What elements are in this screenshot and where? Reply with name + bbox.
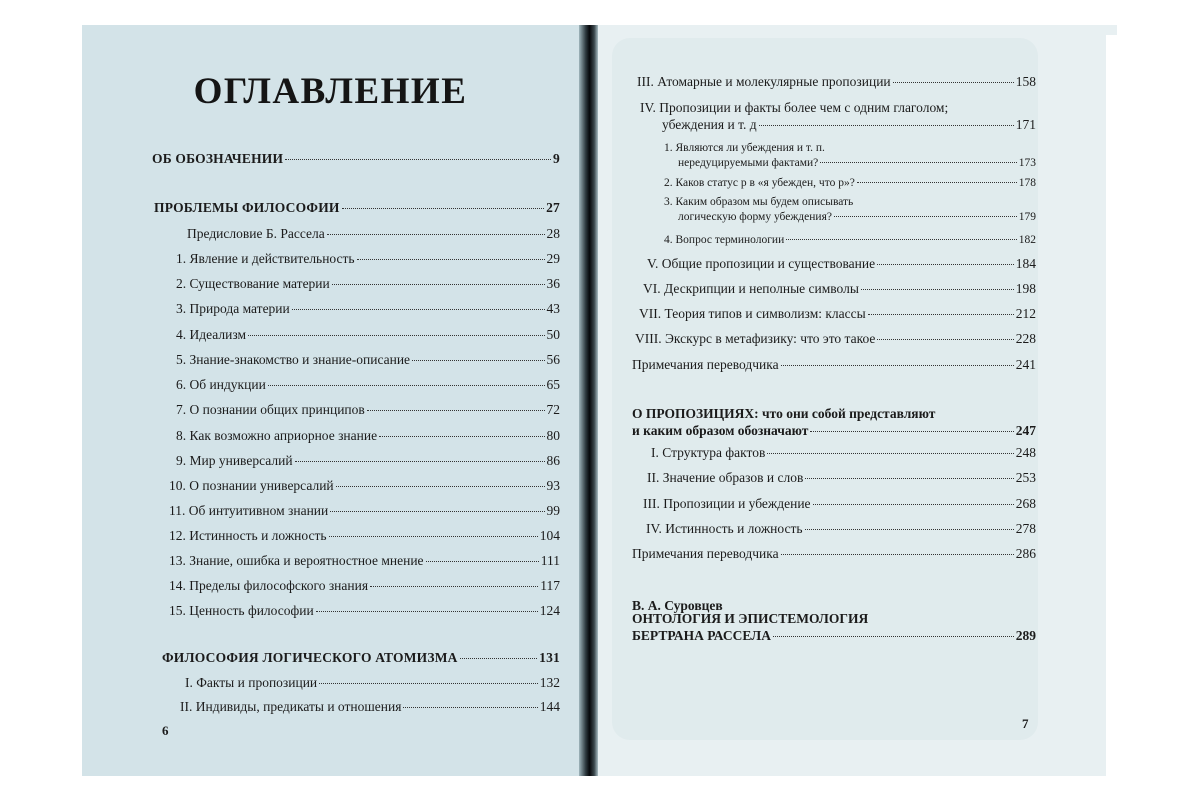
toc-entry-page: 93: [546, 478, 560, 493]
toc-entry-label-line2: убеждения и т. д: [662, 117, 757, 132]
leader-dots: [781, 365, 1014, 366]
toc-entry-label: III. Атомарные и молекулярные пропозиции: [637, 74, 891, 89]
toc-entry-label: ПРОБЛЕМЫ ФИЛОСОФИИ: [154, 200, 340, 215]
toc-entry-page: 117: [540, 578, 560, 593]
leader-dots: [460, 658, 538, 659]
toc-entry-label: V. Общие пропозиции и существование: [647, 256, 876, 271]
toc-entry[interactable]: [632, 610, 1036, 644]
toc-entry-label: VII. Теория типов и символизм: классы: [639, 306, 866, 321]
toc-entry-page: 43: [546, 301, 560, 316]
leader-dots: [857, 182, 1017, 183]
toc-entry[interactable]: [169, 528, 560, 544]
leader-dots: [332, 284, 545, 285]
toc-entry[interactable]: [152, 151, 560, 167]
toc-entry[interactable]: [176, 251, 560, 267]
toc-entry-label: 15. Ценность философии: [169, 603, 314, 618]
toc-entry-page: 184: [1015, 256, 1036, 271]
leader-dots: [285, 159, 551, 160]
toc-entry-page: 36: [546, 276, 560, 291]
toc-entry-page: 50: [546, 327, 560, 342]
toc-entry-label: III. Пропозиции и убеждение: [643, 496, 811, 511]
leader-dots: [295, 461, 545, 462]
toc-entry-label: Примечания переводчика: [632, 357, 779, 372]
leader-dots: [292, 309, 545, 310]
toc-entry[interactable]: [632, 546, 1036, 562]
toc-entry[interactable]: [185, 675, 560, 691]
leader-dots: [248, 335, 544, 336]
leader-dots: [759, 125, 1014, 126]
toc-entry-label-line1: IV. Пропозиции и факты более чем с одним глаголом;: [640, 100, 949, 115]
toc-entry[interactable]: [664, 175, 1036, 191]
toc-entry-label-line1: 3. Каким образом мы будем описывать: [664, 196, 854, 208]
toc-entry-page: 182: [1018, 234, 1036, 246]
toc-entry[interactable]: [176, 301, 560, 317]
leader-dots: [868, 314, 1014, 315]
toc-entry-label-line2: и каким образом обозначают: [632, 423, 809, 438]
toc-entry[interactable]: [176, 402, 560, 418]
toc-entry-label: VIII. Экскурс в метафизику: что это такое: [635, 331, 876, 346]
toc-entry-page: 104: [539, 528, 560, 543]
toc-entry[interactable]: [176, 377, 560, 393]
leader-dots: [834, 216, 1017, 217]
toc-entry-label: 14. Пределы философского знания: [169, 578, 369, 593]
leader-dots: [342, 208, 544, 209]
toc-entry[interactable]: [639, 306, 1036, 322]
toc-entry-label: 4. Вопрос терминологии: [664, 234, 785, 246]
toc-entry-page: 171: [1015, 117, 1036, 132]
leader-dots: [327, 234, 545, 235]
toc-entry-label: 2. Каков статус p в «я убежден, что p»?: [664, 177, 855, 189]
toc-entry-label: 12. Истинность и ложность: [169, 528, 327, 543]
toc-entry-page: 56: [546, 352, 560, 367]
toc-entry-label: 5. Знание-знакомство и знание-описание: [176, 352, 411, 367]
toc-entry[interactable]: [187, 226, 560, 242]
toc-entry-page: 241: [1015, 357, 1036, 372]
toc-entry-page: 247: [1015, 423, 1036, 438]
toc-entry[interactable]: [664, 141, 1036, 171]
toc-entry[interactable]: [632, 357, 1036, 373]
toc-entry-page: 131: [539, 650, 560, 665]
leader-dots: [767, 453, 1013, 454]
toc-entry-label: 3. Природа материи: [176, 301, 290, 316]
leader-dots: [379, 436, 544, 437]
toc-entry-page: 228: [1015, 331, 1036, 346]
toc-entry-page: 268: [1015, 496, 1036, 511]
toc-entry-label: II. Значение образов и слов: [647, 470, 804, 485]
leader-dots: [893, 82, 1014, 83]
toc-entry-label: VI. Дескрипции и неполные символы: [643, 281, 859, 296]
toc-entry-label-line1: О ПРОПОЗИЦИЯХ: что они собой представляют: [632, 406, 936, 421]
leader-dots: [329, 536, 538, 537]
toc-entry-label: 9. Мир универсалий: [176, 453, 293, 468]
leader-dots: [412, 360, 544, 361]
toc-entry[interactable]: [643, 281, 1036, 297]
leader-dots: [786, 239, 1017, 240]
page-number-left: 6: [162, 723, 169, 738]
toc-entry-page: 286: [1015, 546, 1036, 561]
toc-entry[interactable]: [169, 578, 560, 594]
toc-entry-label: Примечания переводчика: [632, 546, 779, 561]
page-edge: [1106, 35, 1117, 776]
toc-entry-label: 4. Идеализм: [176, 327, 247, 342]
toc-entry-page: 253: [1015, 470, 1036, 485]
leader-dots: [877, 339, 1013, 340]
leader-dots: [820, 162, 1016, 163]
toc-entry-label: 8. Как возможно априорное знание: [176, 428, 378, 443]
leader-dots: [357, 259, 545, 260]
toc-entry[interactable]: [643, 496, 1036, 512]
leader-dots: [403, 707, 537, 708]
toc-entry-page: 248: [1015, 445, 1036, 460]
toc-entry[interactable]: [169, 503, 560, 519]
toc-entry-label: 10. О познании универсалий: [169, 478, 334, 493]
toc-entry[interactable]: [176, 352, 560, 368]
toc-entry-page: 144: [539, 699, 560, 714]
toc-entry-label: ОБ ОБОЗНАЧЕНИИ: [152, 151, 284, 166]
leader-dots: [370, 586, 538, 587]
toc-entry-label: 1. Явление и действительность: [176, 251, 355, 266]
toc-entry-label: I. Структура фактов: [651, 445, 766, 460]
toc-entry[interactable]: [176, 428, 560, 444]
toc-entry-label: 7. О познании общих принципов: [176, 402, 365, 417]
toc-entry-label: 11. Об интуитивном знании: [169, 503, 329, 518]
leader-dots: [336, 486, 545, 487]
toc-entry[interactable]: [647, 470, 1036, 486]
toc-entry-page: 80: [546, 428, 560, 443]
toc-entry-label: I. Факты и пропозиции: [185, 675, 318, 690]
toc-entry-page: 28: [546, 226, 560, 241]
toc-entry-label-line2: нередуцируемыми фактами?: [678, 157, 819, 169]
toc-entry[interactable]: [169, 553, 560, 569]
toc-entry-page: 86: [546, 453, 560, 468]
toc-entry-label: 13. Знание, ошибка и вероятностное мнение: [169, 553, 424, 568]
toc-entry-page: 289: [1015, 628, 1036, 643]
toc-entry[interactable]: [162, 650, 560, 666]
toc-entry-page: 158: [1015, 74, 1036, 89]
toc-entry-page: 29: [546, 251, 560, 266]
toc-entry-page: 111: [540, 553, 560, 568]
toc-entry[interactable]: [176, 276, 560, 292]
toc-entry-page: 132: [539, 675, 560, 690]
toc-entry-label: 2. Существование материи: [176, 276, 330, 291]
toc-entry-label-line2: БЕРТРАНА РАССЕЛА: [632, 628, 771, 643]
leader-dots: [773, 636, 1014, 637]
toc-entry[interactable]: [180, 699, 560, 715]
toc-entry[interactable]: [651, 445, 1036, 461]
toc-entry-page: 9: [553, 151, 560, 166]
leader-dots: [805, 478, 1013, 479]
toc-entry-page: 212: [1015, 306, 1036, 321]
toc-entry-page: 99: [546, 503, 560, 518]
leader-dots: [813, 504, 1014, 505]
toc-entry[interactable]: [664, 195, 1036, 225]
toc-entry[interactable]: [176, 327, 560, 343]
toc-entry[interactable]: [647, 256, 1036, 272]
leader-dots: [781, 554, 1014, 555]
leader-dots: [805, 529, 1014, 530]
toc-entry[interactable]: [635, 331, 1036, 347]
leader-dots: [316, 611, 538, 612]
toc-entry-page: 178: [1018, 177, 1036, 189]
leader-dots: [319, 683, 538, 684]
leader-dots: [861, 289, 1014, 290]
leader-dots: [426, 561, 539, 562]
toc-entry-label-line1: 1. Являются ли убеждения и т. п.: [664, 142, 825, 154]
toc-entry[interactable]: [640, 99, 1036, 133]
toc-entry-label-line2: логическую форму убеждения?: [678, 211, 832, 223]
toc-entry-label: II. Индивиды, предикаты и отношения: [180, 699, 402, 714]
toc-entry[interactable]: [637, 74, 1036, 90]
toc-entry-page: 65: [546, 377, 560, 392]
toc-entry-page: 72: [546, 402, 560, 417]
toc-entry-page: 278: [1015, 521, 1036, 536]
page-number-right: 7: [1022, 716, 1029, 731]
toc-entry[interactable]: [169, 478, 560, 494]
toc-entry-label: Предисловие Б. Рассела: [187, 226, 325, 241]
toc-entry-label: 6. Об индукции: [176, 377, 266, 392]
leader-dots: [268, 385, 545, 386]
leader-dots: [367, 410, 545, 411]
leader-dots: [330, 511, 544, 512]
toc-entry[interactable]: [154, 200, 560, 216]
toc-entry-label-line1: ОНТОЛОГИЯ И ЭПИСТЕМОЛОГИЯ: [632, 611, 869, 626]
toc-entry[interactable]: [632, 405, 1036, 439]
toc-entry-page: 27: [546, 200, 560, 215]
leader-dots: [877, 264, 1014, 265]
toc-entry[interactable]: [664, 232, 1036, 248]
toc-entry-page: 179: [1018, 211, 1036, 223]
toc-entry[interactable]: [646, 521, 1036, 537]
page-title: ОГЛАВЛЕНИЕ: [193, 71, 468, 112]
toc-entry-page: 124: [539, 603, 560, 618]
toc-entry-page: 173: [1018, 157, 1036, 169]
toc-entry[interactable]: [169, 603, 560, 619]
toc-entry[interactable]: [176, 453, 560, 469]
toc-entry-label: ФИЛОСОФИЯ ЛОГИЧЕСКОГО АТОМИЗМА: [162, 650, 458, 665]
book-spine: [579, 25, 598, 776]
leader-dots: [810, 431, 1013, 432]
toc-entry-page: 198: [1015, 281, 1036, 296]
author-name: В. А. Суровцев: [632, 598, 723, 613]
toc-entry-label: IV. Истинность и ложность: [646, 521, 803, 536]
